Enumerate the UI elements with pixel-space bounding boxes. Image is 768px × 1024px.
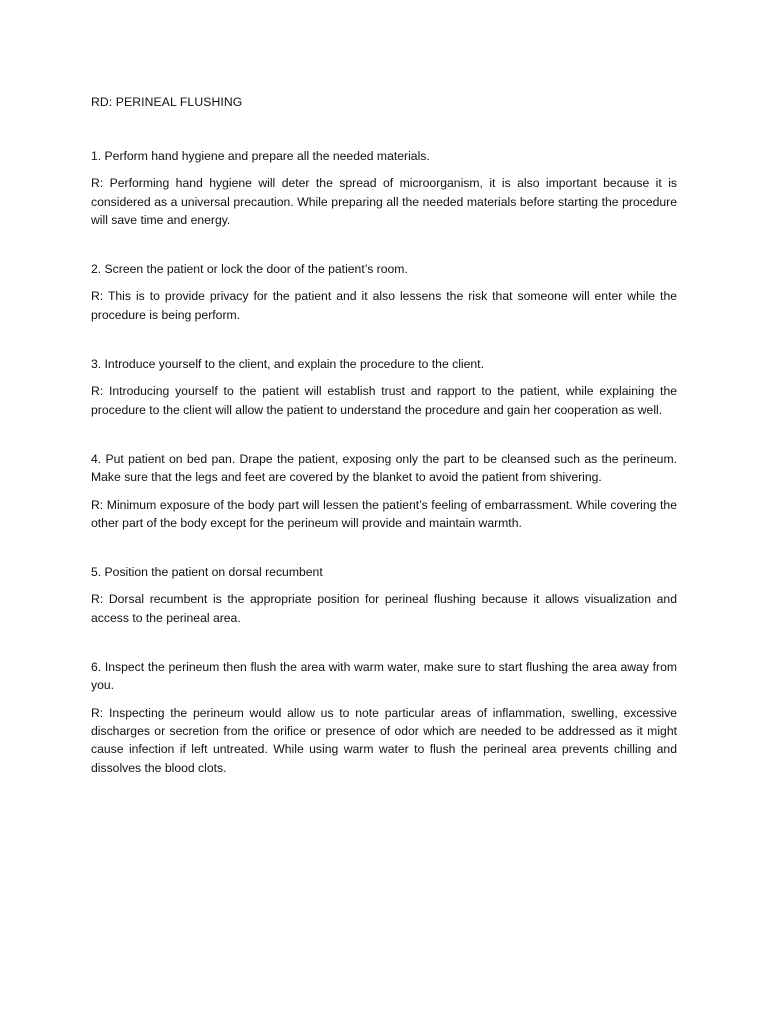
step-5 xyxy=(91,563,677,627)
step-instruction: 4. Put patient on bed pan. Drape the patient, exposing only the part to be cleansed such as the perineum. Make sure that the legs and feet are covered by the blanket to avoid the patient from shivering. xyxy=(91,451,677,485)
step-4 xyxy=(91,450,677,532)
step-rationale: R: Introducing yourself to the patient will establish trust and rapport to the patient, while explaining the procedure to the client will allow the patient to understand the procedure and gain her cooperation as well. xyxy=(91,384,677,417)
step-rationale: R: Dorsal recumbent is the appropriate position for perineal flushing because it allows visualization and access to the perineal area. xyxy=(91,592,677,625)
document-title: RD: PERINEAL FLUSHING xyxy=(91,95,243,109)
step-instruction: 5. Position the patient on dorsal recumbent xyxy=(91,565,323,580)
step-instruction: 2. Screen the patient or lock the door of the patient’s room. xyxy=(91,262,408,277)
step-instruction: 3. Introduce yourself to the client, and explain the procedure to the client. xyxy=(91,357,484,372)
step-6 xyxy=(91,658,677,777)
step-3 xyxy=(91,355,677,419)
step-rationale: R: Inspecting the perineum would allow us to note particular areas of inflammation, swelling, excessive discharges or secretion from the orifice or presence of odor which are needed to be addressed as it might cause infection if left untreated. While using warm water to flush the perineal area prevents chilling and dissolves the blood clots. xyxy=(91,705,677,775)
step-rationale: R: Performing hand hygiene will deter the spread of microorganism, it is also important because it is considered as a universal precaution. While preparing all the needed materials before starting the procedure will save time and energy. xyxy=(91,176,677,227)
step-rationale: R: Minimum exposure of the body part will lessen the patient’s feeling of embarrassment. While covering the other part of the body except for the perineum will provide and maintain warmth. xyxy=(91,497,677,530)
step-instruction: 6. Inspect the perineum then flush the area with warm water, make sure to start flushing the area away from you. xyxy=(91,660,677,693)
step-2 xyxy=(91,260,677,324)
step-instruction: 1. Perform hand hygiene and prepare all the needed materials. xyxy=(91,149,430,163)
step-rationale: R: This is to provide privacy for the patient and it also lessens the risk that someone will enter while the procedure is being perform. xyxy=(91,289,677,322)
step-1 xyxy=(91,147,677,229)
document-page xyxy=(91,94,677,808)
